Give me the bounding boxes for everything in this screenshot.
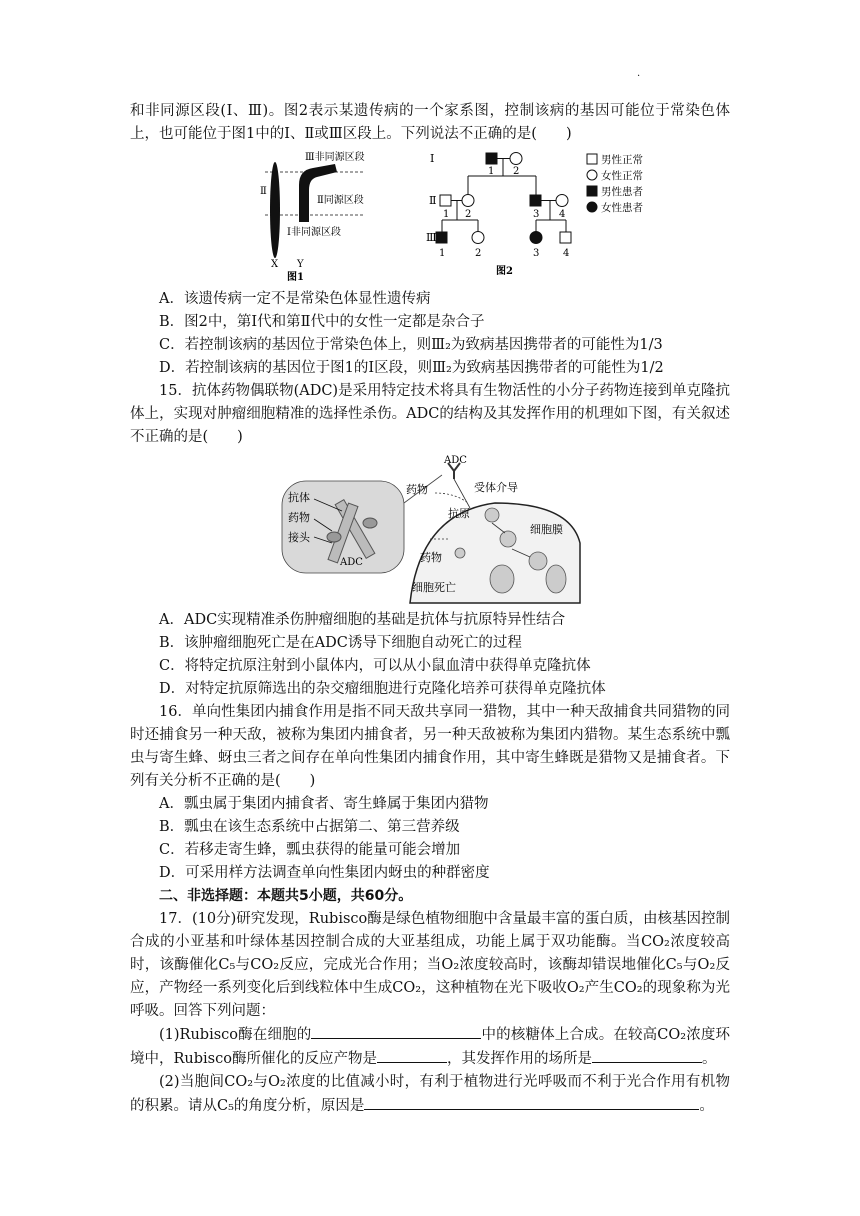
fig1-label-iii: Ⅲ非同源区段 xyxy=(305,152,365,163)
iii-4-number: 4 xyxy=(563,248,570,259)
legend-female-normal: 女性正常 xyxy=(601,170,643,182)
adc-mechanism-diagram xyxy=(280,453,580,603)
fig1-caption: 图1 xyxy=(287,272,304,283)
answer-blank-3[interactable] xyxy=(592,1047,702,1063)
answer-blank-2[interactable] xyxy=(377,1047,447,1063)
answer-blank-1[interactable] xyxy=(311,1023,481,1039)
q15-stem: 15．抗体药物偶联物(ADC)是采用特定技术将具有生物活性的小分子药物连接到单克隆抗体上，实现对肿瘤细胞精准的选择性杀伤。ADC的结构及其发挥作用的机理如下图，有关叙述不正确的是( ) xyxy=(130,383,730,445)
fig2-caption: 图2 xyxy=(496,266,513,277)
i-1-number: 1 xyxy=(488,166,495,177)
figure-2-pedigree xyxy=(426,150,670,280)
x-chromosome xyxy=(270,162,280,258)
q17-sub1 xyxy=(130,1023,730,1071)
q14-option-a: A．该遗传病一定不是常染色体显性遗传病 xyxy=(159,291,431,307)
figure-1-chromosomes xyxy=(260,150,405,283)
q17-sub1-part-a: (1)Rubisco酶在细胞的 xyxy=(159,1027,312,1043)
q17-sub1-part-b: 中的核糖体上合成。在较高CO₂浓度环境中，Rubisco酶所催化的反应产物是 xyxy=(130,1027,731,1067)
adc-label-linker: 接头 xyxy=(288,531,310,544)
exam-page xyxy=(130,100,730,1118)
q14-option-b: B．图2中，第Ⅰ代和第Ⅱ代中的女性一定都是杂合子 xyxy=(159,314,485,330)
adc-label-drug: 药物 xyxy=(288,511,310,524)
q16-stem: 16．单向性集团内捕食作用是指不同天敌共享同一猎物，其中一种天敌捕食共同猎物的同时还捕食另一种天敌，被称为集团内捕食者，另一种天敌被称为集团内猎物。某生态系统中瓢虫与寄生蜂、蚜虫三者之间存在单向性集团内捕食作用，其中寄生蜂既是猎物又是捕食者。下列有关分析不正确的是( ) xyxy=(130,704,730,789)
q14-option-c: C．若控制该病的基因位于常染色体上，则Ⅲ₂为致病基因携带者的可能性为1/3 xyxy=(159,337,663,353)
q15-option-a: A．ADC实现精准杀伤肿瘤细胞的基础是抗体与抗原特异性结合 xyxy=(159,612,566,628)
q14-figures xyxy=(130,150,730,282)
fig1-label-i: Ⅰ非同源区段 xyxy=(287,227,341,238)
gen-ii-label: Ⅱ xyxy=(429,194,437,207)
i-2-number: 2 xyxy=(513,166,520,177)
q16-option-a: A．瓢虫属于集团内捕食者、寄生蜂属于集团内猎物 xyxy=(159,796,489,812)
q17-sub2-part-b: 。 xyxy=(699,1098,714,1114)
fig1-label-ii: Ⅱ xyxy=(260,186,267,197)
q17-stem: 17．(10分)研究发现，Rubisco酶是绿色植物细胞中含量最丰富的蛋白质，由核基因控制合成的小亚基和叶绿体基因控制合成的大亚基组成，功能上属于双功能酶。当CO₂浓度较高时，该酶催化C₅与CO₂反应，完成光合作用；当O₂浓度较高时，该酶却错误地催化C₅与O₂反应，产物经一系列变化后到线粒体中生成CO₂，这种植物在光下吸收O₂产生CO₂的现象称为光呼吸。回答下列问题： xyxy=(130,911,730,1019)
gen-iii-label: Ⅲ xyxy=(426,231,437,244)
q16-option-b: B．瓢虫在该生态系统中占据第二、第三营养级 xyxy=(159,819,460,835)
q17-sub2-part-a: (2)当胞间CO₂与O₂浓度的比值减小时，有利于植物进行光呼吸而不利于光合作用有机物的积累。请从C₅的角度分析，原因是 xyxy=(130,1074,730,1114)
gen-i-label: Ⅰ xyxy=(430,152,435,165)
q14-stem: 和非同源区段(Ⅰ、Ⅲ)。图2表示某遗传病的一个家系图，控制该病的基因可能位于常染色体上，也可能位于图1中的Ⅰ、Ⅱ或Ⅲ区段上。下列说法不正确的是( ) xyxy=(130,103,730,142)
q16-option-c: C．若移走寄生蜂，瓢虫获得的能量可能会增加 xyxy=(159,842,461,858)
adc-label-drug-inner: 药物 xyxy=(420,551,442,564)
iii-1-number: 1 xyxy=(439,248,446,259)
adc-label-receptor: 受体介导 xyxy=(474,481,518,494)
adc-label-antigen: 抗原 xyxy=(448,507,470,520)
ii-1-number: 1 xyxy=(443,209,450,220)
fig1-x-label: X xyxy=(271,259,279,270)
q15-figure-adc xyxy=(130,453,730,603)
adc-label-membrane: 细胞膜 xyxy=(530,523,563,536)
legend-female-affected: 女性患者 xyxy=(601,202,643,214)
section-2-heading: 二、非选择题：本题共5小题，共60分。 xyxy=(159,888,413,904)
q17-sub1-part-d: 。 xyxy=(701,1051,717,1067)
q14-option-d: D．若控制该病的基因位于图1的Ⅰ区段，则Ⅲ₂为致病基因携带者的可能性为1/2 xyxy=(159,360,664,376)
answer-blank-4[interactable] xyxy=(364,1094,699,1110)
legend-male-normal: 男性正常 xyxy=(601,154,643,166)
adc-label-death: 细胞死亡 xyxy=(412,581,456,594)
q17-sub2 xyxy=(130,1071,730,1118)
q15-option-b: B．该肿瘤细胞死亡是在ADC诱导下细胞自动死亡的过程 xyxy=(159,635,522,651)
y-chromosome xyxy=(299,164,337,222)
fig1-label-ii-seg: Ⅱ同源区段 xyxy=(317,195,364,206)
header-mark: . xyxy=(637,68,641,79)
q16-option-d: D．可采用样方法调查单向性集团内蚜虫的种群密度 xyxy=(159,865,490,881)
adc-label-drug-top: 药物 xyxy=(406,483,428,496)
iii-2-number: 2 xyxy=(475,248,482,259)
ii-4-number: 4 xyxy=(559,209,566,220)
ii-3-number: 3 xyxy=(533,209,540,220)
q15-option-d: D．对特定抗原筛选出的杂交瘤细胞进行克隆化培养可获得单克隆抗体 xyxy=(159,681,606,697)
q17-sub1-part-c: ，其发挥作用的场所是 xyxy=(446,1051,592,1067)
fig1-y-label: Y xyxy=(297,259,304,270)
q15-option-c: C．将特定抗原注射到小鼠体内，可以从小鼠血清中获得单克隆抗体 xyxy=(159,658,591,674)
adc-label-adc-left: ADC xyxy=(340,557,363,568)
iii-3-number: 3 xyxy=(533,248,540,259)
adc-label-adc-top: ADC xyxy=(444,455,467,466)
adc-label-antibody: 抗体 xyxy=(288,491,310,504)
legend-male-affected: 男性患者 xyxy=(601,186,643,198)
ii-2-number: 2 xyxy=(465,209,472,220)
